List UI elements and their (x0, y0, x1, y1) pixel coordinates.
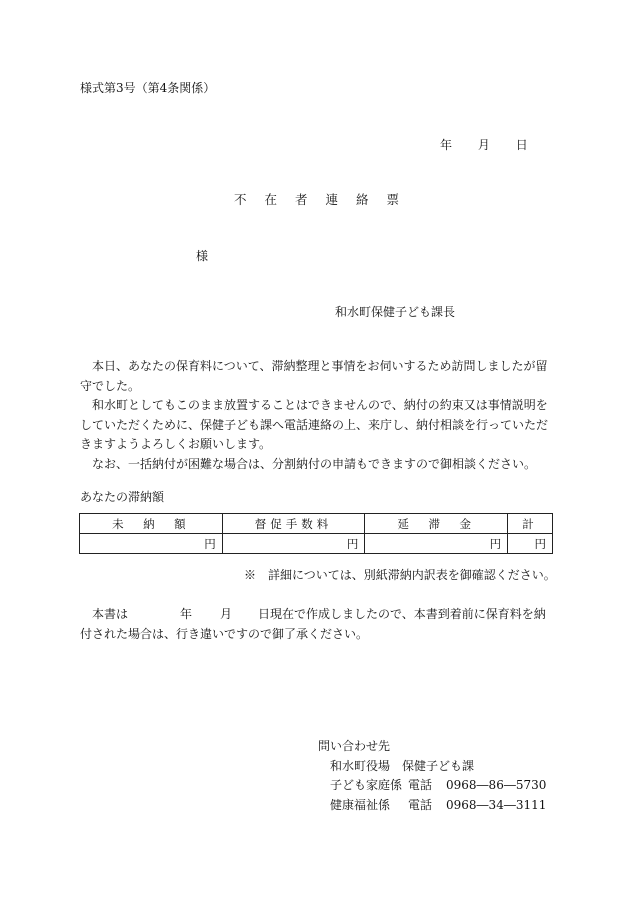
contact-heading: 問い合わせ先 (318, 739, 391, 753)
body-paragraph-3: なお、一括納付が困難な場合は、分割納付の申請もできますので御相談ください。 (92, 456, 537, 471)
amount-table (79, 513, 553, 554)
date-line (440, 139, 528, 151)
closing-month: 月 (220, 607, 233, 621)
issuer-name: 和水町保健子ども課長 (335, 305, 456, 319)
closing-prefix: 本書は (92, 607, 129, 621)
reminder-fee-cell: 円 (222, 534, 365, 554)
title-char: 連 (325, 192, 339, 207)
contact-phone-number: 0968―34―3111 (446, 797, 547, 812)
header-total: 計 (508, 514, 553, 534)
amount-section-label: あなたの滞納額 (80, 490, 165, 504)
late-fee-cell: 円 (365, 534, 508, 554)
recipient-suffix: 様 (196, 249, 209, 263)
contact-phone-label: 電話 (408, 778, 433, 792)
details-note: ※ 詳細については、別紙滞納内訳表を御確認ください。 (244, 568, 556, 582)
body-text (80, 357, 552, 474)
title-char: 不 (234, 192, 247, 207)
date-day-label: 日 (515, 138, 528, 152)
contact-office: 和水町役場 保健子ども課 (330, 758, 475, 773)
header-unpaid-amount: 未 納 額 (80, 514, 223, 534)
contact-row (318, 796, 546, 816)
date-year-label: 年 (440, 138, 453, 152)
title-char: 絡 (356, 192, 369, 207)
header-late-fee: 延 滞 金 (365, 514, 508, 534)
unpaid-amount-cell: 円 (80, 534, 223, 554)
amount-table-header-row (80, 514, 553, 534)
header-reminder-fee: 督促手数料 (222, 514, 365, 534)
contact-phone-number: 0968―86―5730 (446, 778, 547, 792)
form-number-label: 様式第3号（第4条関係） (80, 81, 216, 95)
body-paragraph-2: 和水町としてもこのまま放置することはできませんので、納付の約束又は事情説明をしていただくために、保健子ども課へ電話連絡の上、来庁し、納付相談を行っていただきますようよろしくお願いします。 (80, 398, 549, 451)
closing-year: 年 (180, 607, 193, 621)
title-char: 者 (295, 192, 308, 207)
contact-row (318, 776, 546, 796)
contact-section: 子ども家庭係 (330, 778, 403, 792)
closing-rest: 日現在で作成しましたので、本書到着前に保育料を納付された場合は、行き違いですので御了承ください。 (80, 607, 546, 641)
body-paragraph-1: 本日、あなたの保育料について、滞納整理と事情をお伺いするため訪問しましたが留守でした。 (80, 359, 548, 393)
contact-phone-label: 電話 (408, 797, 433, 812)
amount-table-value-row (80, 534, 553, 554)
document-title (234, 194, 413, 207)
closing-paragraph (80, 605, 552, 644)
date-month-label: 月 (477, 138, 490, 152)
contact-section: 健康福祉係 (330, 797, 391, 812)
contact-block (318, 737, 546, 815)
title-char: 票 (386, 192, 400, 207)
title-char: 在 (264, 192, 278, 207)
total-cell: 円 (508, 534, 553, 554)
